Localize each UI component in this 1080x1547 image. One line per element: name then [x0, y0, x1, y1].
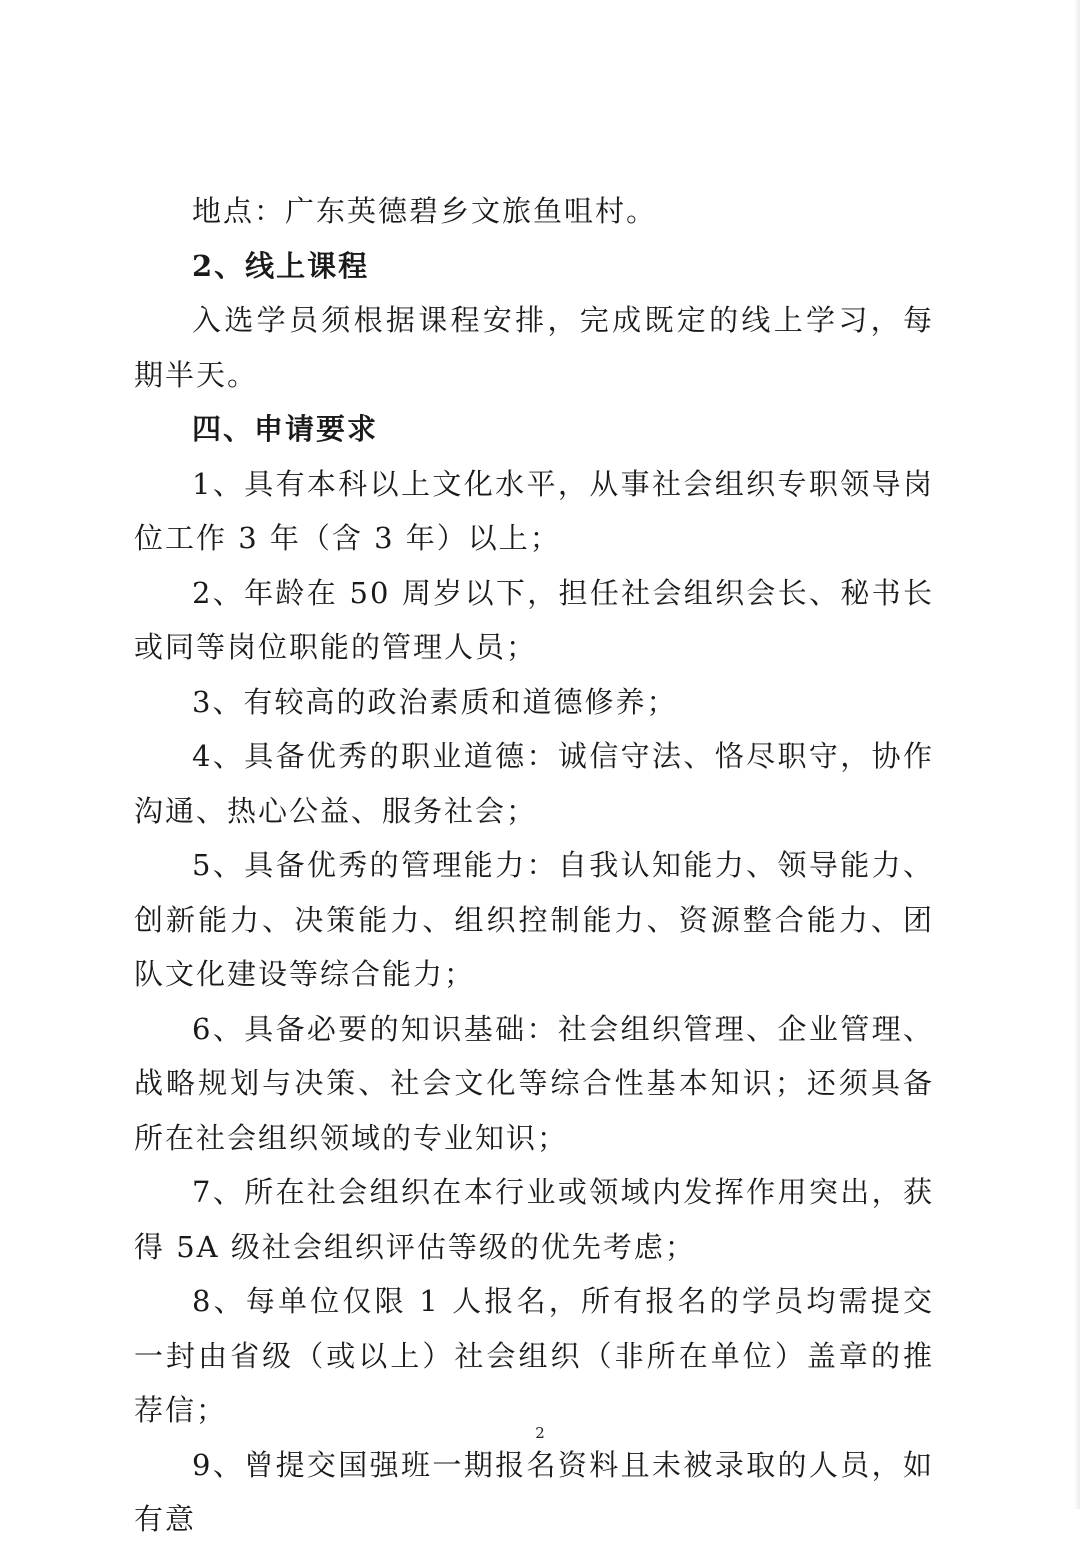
requirement-8: 8、每单位仅限 1 人报名，所有报名的学员均需提交一封由省级（或以上）社会组织（非所在单位）盖章的推荐信； — [134, 1284, 934, 1427]
requirement-2: 2、年龄在 50 周岁以下，担任社会组织会长、秘书长或同等岗位职能的管理人员； — [134, 575, 934, 664]
heading-application-requirements: 四、申请要求 — [192, 412, 379, 446]
document-body — [134, 184, 934, 1547]
paragraph-online-study: 入选学员须根据课程安排，完成既定的线上学习，每期半天。 — [134, 303, 934, 392]
requirement-4: 4、具备优秀的职业道德：诚信守法、恪尽职守，协作沟通、热心公益、服务社会； — [134, 739, 934, 828]
requirement-7: 7、所在社会组织在本行业或领域内发挥作用突出，获得 5A 级社会组织评估等级的优先考虑； — [134, 1175, 934, 1264]
requirement-3: 3、有较高的政治素质和道德修养； — [192, 684, 678, 719]
requirement-5: 5、具备优秀的管理能力：自我认知能力、领导能力、创新能力、决策能力、组织控制能力、资源整合能力、团队文化建设等综合能力； — [134, 848, 934, 991]
scan-edge-shadow — [1074, 0, 1080, 1509]
requirement-9: 9、曾提交国强班一期报名资料且未被录取的人员，如有意 — [134, 1447, 934, 1536]
requirement-1: 1、具有本科以上文化水平，从事社会组织专职领导岗位工作 3 年（含 3 年）以上； — [134, 466, 934, 555]
page-number: 2 — [535, 1424, 545, 1442]
paragraph-location: 地点：广东英德碧乡文旅鱼咀村。 — [192, 194, 658, 228]
heading-online-courses: 2、线上课程 — [192, 248, 370, 283]
requirement-6: 6、具备必要的知识基础：社会组织管理、企业管理、战略规划与决策、社会文化等综合性基本知识；还须具备所在社会组织领域的专业知识； — [134, 1011, 934, 1155]
